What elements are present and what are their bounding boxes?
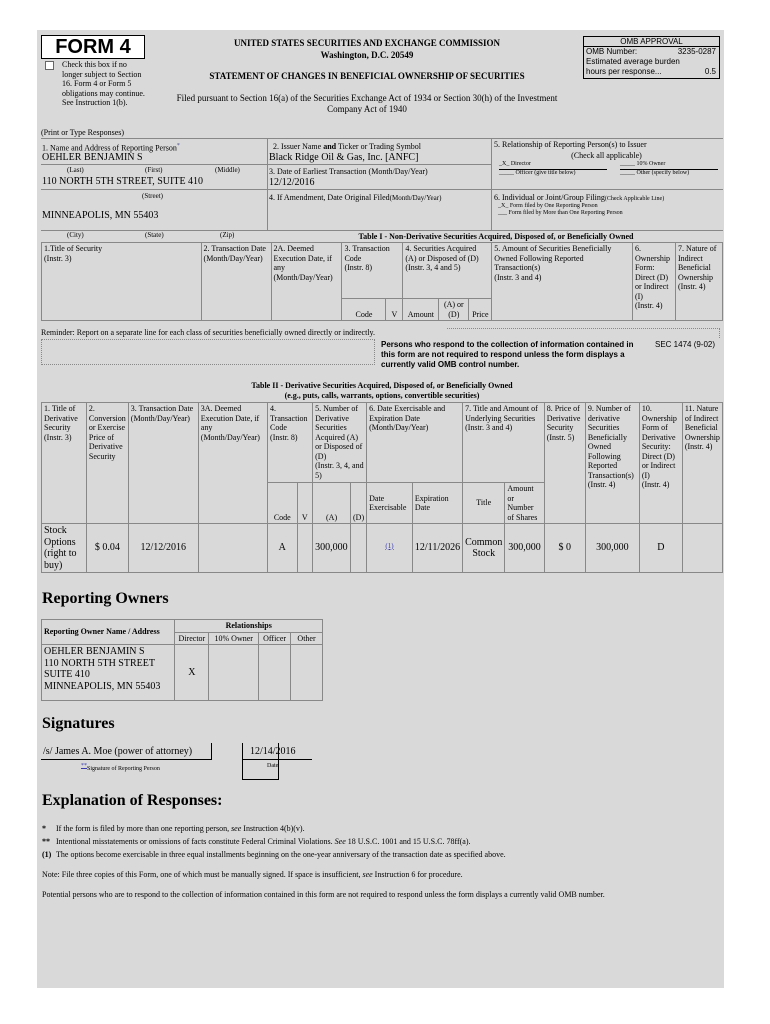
divider	[41, 164, 267, 165]
explanation-note: Note: File three copies of this Form, one of which must be manually signed. If space is insufficient, see Instruction 6 for procedure.	[42, 870, 463, 879]
dotted-frame	[447, 328, 720, 338]
owner-officer	[259, 645, 291, 701]
table1-col-ownership: 6. Ownership Form: Direct (D) or Indirect (I) (Instr. 4)	[632, 243, 675, 321]
omb-burden-label: Estimated average burden	[586, 57, 680, 66]
zip-label: (Zip)	[220, 231, 235, 239]
table1-col-date: 2. Transaction Date (Month/Day/Year)	[201, 243, 271, 321]
checkbox-text: Check this box if no longer subject to Section 16. Form 4 or Form 5 obligations may continue. See Instruction 1(b).	[62, 60, 145, 107]
reporting-owners-heading: Reporting Owners	[42, 590, 169, 607]
explanation-star2: ** Intentional misstatements or omissions of facts constitute Federal Criminal Violations. See 18 U.S.C. 1001 and 15 U.S.C. 78ff(a).	[42, 837, 471, 846]
table1-non-derivative	[41, 242, 723, 321]
owner-ten-pct	[209, 645, 259, 701]
table2-sub-expiration: Expiration Date	[412, 483, 462, 524]
signatures-heading: Signatures	[42, 715, 115, 732]
amendment-label: 4. If Amendment, Date Original Filed(Month/Day/Year)	[269, 193, 442, 202]
row-disposed	[351, 524, 367, 573]
row-underlying-title: Common Stock	[463, 524, 505, 573]
table2-subtitle: (e.g., puts, calls, warrants, options, convertible securities)	[284, 391, 480, 400]
table2-col-code: 4. Transaction Code (Instr. 8)	[268, 403, 313, 483]
reporting-person-name: OEHLER BENJAMIN S	[42, 152, 143, 163]
table2-sub-date-ex: Date Exercisable	[367, 483, 413, 524]
row-underlying-amount: 300,000	[505, 524, 544, 573]
table1-sub-v: V	[386, 299, 403, 321]
table-row	[42, 645, 323, 701]
table1-sub-aord: (A) or (D)	[439, 299, 469, 321]
row-owned-following: 300,000	[585, 524, 639, 573]
divider	[41, 138, 723, 139]
table2-sub-v: V	[297, 483, 313, 524]
explanation-star1: * If the form is filed by more than one reporting person, see Instruction 4(b)(v).	[42, 824, 305, 833]
reporting-owners-table	[41, 619, 323, 701]
signer: /s/ James A. Moe (power of attorney)	[43, 746, 193, 757]
table2-sub-title: Title	[463, 483, 505, 524]
owner-director-mark: X	[175, 645, 209, 701]
reporting-person-label: 1. Name and Address of Reporting Person*	[42, 143, 180, 153]
table1-sub-price: Price	[469, 299, 492, 321]
table2-col-title: 1. Title of Derivative Security (Instr. 3)	[42, 403, 87, 524]
row-date-exercisable	[367, 524, 413, 573]
director-col: Director	[175, 632, 209, 645]
agency-location: Washington, D.C. 20549	[320, 50, 414, 60]
no-longer-subject-checkbox[interactable]	[45, 61, 54, 70]
omb-hours-label: hours per response...	[586, 67, 662, 76]
officer-col: Officer	[259, 632, 291, 645]
reporting-person-street: 110 NORTH 5TH STREET, SUITE 410	[42, 176, 204, 187]
print-type-note: (Print or Type Responses)	[41, 128, 125, 137]
first-label: (First)	[145, 166, 163, 174]
officer-check[interactable]: _____ Officer (give title below)	[499, 169, 607, 177]
table2-col-form: 10. Ownership Form of Derivative Security: Direct (D) or Indirect (I) (Instr. 4)	[639, 403, 682, 524]
relationship-label: 5. Relationship of Reporting Person(s) to Issuer	[494, 140, 647, 149]
table2-col-owned: 9. Number of derivative Securities Beneficially Owned Following Reported Transaction(s) (Instr. 4)	[585, 403, 639, 524]
ten-percent-owner-check[interactable]: _____ 10% Owner	[620, 161, 666, 167]
divider	[242, 743, 243, 780]
row-transaction-date: 12/12/2016	[128, 524, 198, 573]
divider	[211, 743, 212, 760]
divider	[41, 189, 267, 190]
filed-pursuant: Filed pursuant to Section 16(a) of the Securities Exchange Act of 1934 or Section 30(h) of the Investment Company Act of 1940	[176, 93, 558, 114]
explanation-footnote-1: (1) The options become exercisable in three equal installments beginning on the one-year anniversary of the transaction date as specified above.	[42, 850, 506, 859]
issuer-name: Black Ridge Oil & Gas, Inc. [ANFC]	[269, 152, 419, 163]
last-label: (Last)	[67, 166, 84, 174]
date-line	[242, 759, 312, 760]
form-title-box	[41, 35, 145, 59]
table2-sub-a: (A)	[313, 483, 351, 524]
table1-col-code: 3. Transaction Code (Instr. 8)	[342, 243, 403, 299]
owner-other	[291, 645, 323, 701]
signature-label: **Signature of Reporting Person	[81, 763, 160, 772]
filing-label: 6. Individual or Joint/Group Filing(Check Applicable Line)	[494, 193, 665, 202]
earliest-transaction-label: 3. Date of Earliest Transaction (Month/Day/Year)	[269, 167, 428, 176]
table-row	[42, 524, 723, 573]
omb-notice: Persons who respond to the collection of information contained in this form are not required to respond unless the form displays a currently valid OMB control number.	[381, 340, 634, 369]
owner-name-col: Reporting Owner Name / Address	[42, 620, 175, 645]
table2-col-nature: 11. Nature of Indirect Beneficial Ownership (Instr. 4)	[682, 403, 722, 524]
other-check[interactable]: _____ Other (specify below)	[620, 169, 718, 177]
table1-title: Table I - Non-Derivative Securities Acquired, Disposed of, or Beneficially Owned	[358, 232, 634, 241]
divider	[267, 164, 491, 165]
director-check[interactable]: _X_ Director	[499, 161, 531, 167]
row-acquired: 300,000	[313, 524, 351, 573]
omb-title: OMB APPROVAL	[584, 37, 719, 47]
divider	[41, 230, 723, 231]
row-title: Stock Options (right to buy)	[42, 524, 87, 573]
omb-approval-box	[583, 36, 720, 79]
table2-col-price: 8. Price of Derivative Security (Instr. 5)	[544, 403, 585, 524]
row-nature	[682, 524, 722, 573]
omb-number-label: OMB Number:	[586, 47, 638, 56]
explanation-potential: Potential persons who are to respond to the collection of information contained in this form are not required to respond unless the form displays a currently valid OMB number.	[42, 890, 605, 899]
table2-title: Table II - Derivative Securities Acquired, Disposed of, or Beneficially Owned	[251, 381, 513, 390]
signature-date: 12/14/2016	[250, 746, 296, 757]
city-label: (City)	[67, 231, 84, 239]
table2-sub-d: (D)	[351, 483, 367, 524]
earliest-transaction-date: 12/12/2016	[269, 177, 315, 188]
table1-col-amount: 5. Amount of Securities Beneficially Owned Following Reported Transaction(s) (Instr. 3 and 4)	[492, 243, 633, 321]
blank-frame	[41, 339, 375, 365]
owner-name-address: OEHLER BENJAMIN S 110 NORTH 5TH STREET SUITE 410 MINNEAPOLIS, MN 55403	[42, 645, 175, 701]
sec-code: SEC 1474 (9-02)	[655, 340, 716, 349]
reporting-person-city: MINNEAPOLIS, MN 55403	[42, 210, 159, 221]
relationship-sub: (Check all applicable)	[571, 151, 642, 160]
date-label: Date	[267, 763, 279, 769]
divider	[491, 189, 723, 190]
table2-col-underlying: 7. Title and Amount of Underlying Securities (Instr. 3 and 4)	[463, 403, 545, 483]
filing-more-persons[interactable]: ___ Form filed by More than One Reporting Person	[498, 210, 623, 216]
explanation-heading: Explanation of Responses:	[42, 792, 223, 809]
table1-col-nature: 7. Nature of Indirect Beneficial Ownership (Instr. 4)	[675, 243, 722, 321]
table2-derivative	[41, 402, 723, 573]
statement-title: STATEMENT OF CHANGES IN BENEFICIAL OWNERSHIP OF SECURITIES	[209, 71, 525, 81]
agency-name: UNITED STATES SECURITIES AND EXCHANGE COMMISSION	[234, 38, 500, 48]
form-title: FORM 4	[55, 36, 131, 58]
issuer-label: 2. Issuer Name and Ticker or Trading Symbol	[273, 142, 422, 151]
other-col: Other	[291, 632, 323, 645]
row-v	[297, 524, 313, 573]
row-expiration: 12/11/2026	[412, 524, 462, 573]
table2-col-number: 5. Number of Derivative Securities Acquired (A) or Disposed of (D) (Instr. 3, 4, and 5)	[313, 403, 367, 483]
reminder: Reminder: Report on a separate line for each class of securities beneficially owned directly or indirectly.	[41, 328, 376, 337]
signature-line	[41, 759, 211, 760]
divider	[267, 189, 491, 190]
table2-sub-amount: Amount or Number of Shares	[505, 483, 544, 524]
divider	[242, 779, 278, 780]
divider	[267, 138, 268, 230]
state-label: (State)	[145, 231, 164, 239]
table2-col-conversion: 2. Conversion or Exercise Price of Derivative Security	[86, 403, 128, 524]
filing-one-person[interactable]: _X_ Form filed by One Reporting Person	[498, 203, 598, 209]
ten-pct-col: 10% Owner	[209, 632, 259, 645]
table1-col-title: 1.Title of Security (Instr. 3)	[42, 243, 202, 321]
table2-sub-code: Code	[268, 483, 297, 524]
omb-hours: 0.5	[704, 67, 716, 76]
footnote-1-link[interactable]: (1)	[385, 541, 394, 550]
form-page	[37, 30, 724, 988]
row-deemed-date	[198, 524, 267, 573]
relationships-col: Relationships	[175, 620, 323, 633]
table1-sub-amount: Amount	[403, 299, 439, 321]
row-conversion-price: $ 0.04	[86, 524, 128, 573]
middle-label: (Middle)	[215, 166, 240, 174]
divider	[491, 138, 492, 230]
row-ownership-form: D	[639, 524, 682, 573]
table1-sub-code: Code	[342, 299, 386, 321]
table2-col-deemed: 3A. Deemed Execution Date, if any (Month/Day/Year)	[198, 403, 267, 524]
row-code: A	[268, 524, 297, 573]
street-label: (Street)	[142, 192, 163, 200]
table2-col-exercisable: 6. Date Exercisable and Expiration Date (Month/Day/Year)	[367, 403, 463, 483]
table1-col-deemed: 2A. Deemed Execution Date, if any (Month/Day/Year)	[271, 243, 342, 321]
table1-col-acquired: 4. Securities Acquired (A) or Disposed of (D) (Instr. 3, 4 and 5)	[403, 243, 492, 299]
table2-col-date: 3. Transaction Date (Month/Day/Year)	[128, 403, 198, 524]
omb-number: 3235-0287	[677, 47, 716, 56]
row-derivative-price: $ 0	[544, 524, 585, 573]
